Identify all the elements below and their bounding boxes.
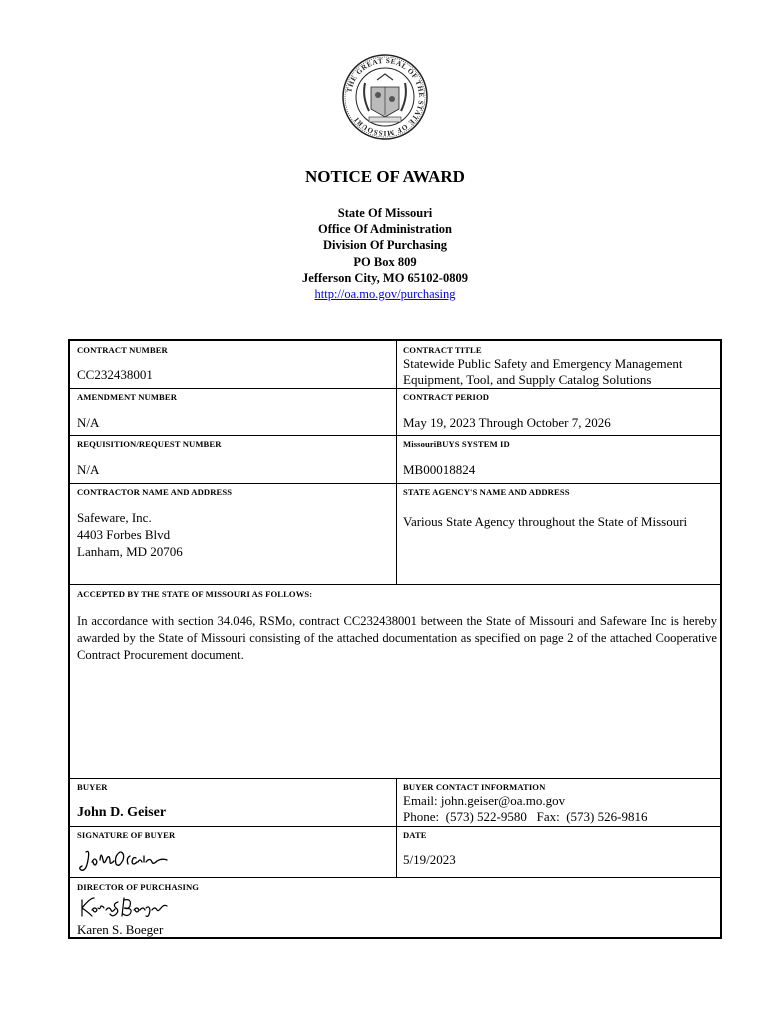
award-table	[68, 339, 722, 939]
buyer-name: John D. Geiser	[77, 805, 167, 820]
address-line: Jefferson City, MO 65102-0809	[302, 270, 468, 285]
divider	[70, 877, 720, 878]
divider	[70, 483, 720, 484]
agency-label: STATE AGENCY'S NAME AND ADDRESS	[403, 487, 570, 497]
purchasing-link[interactable]: http://oa.mo.gov/purchasing	[314, 287, 456, 302]
accepted-label: ACCEPTED BY THE STATE OF MISSOURI AS FOLLOWS:	[77, 589, 313, 599]
issuer-address	[0, 205, 770, 302]
divider	[70, 584, 720, 585]
signature-label: SIGNATURE OF BUYER	[77, 830, 176, 840]
award-date: 5/19/2023	[403, 852, 456, 867]
contractor-address-line: 4403 Forbes Blvd	[77, 527, 171, 542]
divider	[70, 388, 720, 389]
director-signature-icon	[76, 894, 176, 922]
amendment-number-label: AMENDMENT NUMBER	[77, 392, 178, 402]
contract-title-label: CONTRACT TITLE	[403, 345, 482, 355]
divider	[396, 341, 397, 584]
agency-name: Various State Agency throughout the State of Missouri	[403, 514, 688, 529]
buyer-email: Email: john.geiser@oa.mo.gov	[403, 793, 566, 808]
director-name: Karen S. Boeger	[77, 922, 164, 937]
amendment-number: N/A	[77, 415, 100, 430]
divider	[70, 435, 720, 436]
system-id: MB00018824	[403, 462, 476, 477]
contract-period: May 19, 2023 Through October 7, 2026	[403, 415, 611, 430]
date-label: DATE	[403, 830, 427, 840]
address-line: State Of Missouri	[337, 206, 433, 220]
missouri-state-seal-icon	[341, 53, 429, 141]
contract-number: CC232438001	[77, 367, 153, 382]
contractor-address-line: Safeware, Inc.	[77, 510, 152, 525]
requisition-number: N/A	[77, 462, 100, 477]
address-line: Division Of Purchasing	[322, 238, 448, 253]
page-title: NOTICE OF AWARD	[305, 167, 465, 186]
buyer-contact-label: BUYER CONTACT INFORMATION	[403, 782, 546, 792]
contract-number-label: CONTRACT NUMBER	[77, 345, 168, 355]
divider	[396, 778, 397, 877]
address-line: PO Box 809	[353, 254, 417, 269]
divider	[70, 826, 720, 827]
contract-title-line: Statewide Public Safety and Emergency Management	[403, 356, 683, 371]
contractor-address-line: Lanham, MD 20706	[77, 544, 183, 559]
svg-text:THE GREAT SEAL OF THE STATE OF: THE GREAT SEAL OF THE STATE OF MISSOURI	[345, 56, 426, 138]
contractor-label: CONTRACTOR NAME AND ADDRESS	[77, 487, 233, 497]
buyer-signature-icon	[78, 846, 174, 876]
award-statement: In accordance with section 34.046, RSMo, contract CC232438001 between the State of Missouri and Safeware Inc is hereby awarded by the State of Missouri consisting of the attached documentation as specified on page 2 of the attached Cooperative Contract Procurement document.	[77, 614, 717, 662]
address-line: Office Of Administration	[317, 222, 452, 237]
buyer-label: BUYER	[77, 782, 108, 792]
director-label: DIRECTOR OF PURCHASING	[77, 882, 200, 892]
divider	[70, 778, 720, 779]
contract-title-line: Equipment, Tool, and Supply Catalog Solutions	[403, 372, 652, 387]
requisition-number-label: REQUISITION/REQUEST NUMBER	[77, 439, 222, 449]
system-id-label: MissouriBUYS SYSTEM ID	[403, 439, 510, 449]
buyer-phone-fax: Phone: (573) 522-9580 Fax: (573) 526-9816	[403, 809, 648, 824]
contract-period-label: CONTRACT PERIOD	[403, 392, 490, 402]
